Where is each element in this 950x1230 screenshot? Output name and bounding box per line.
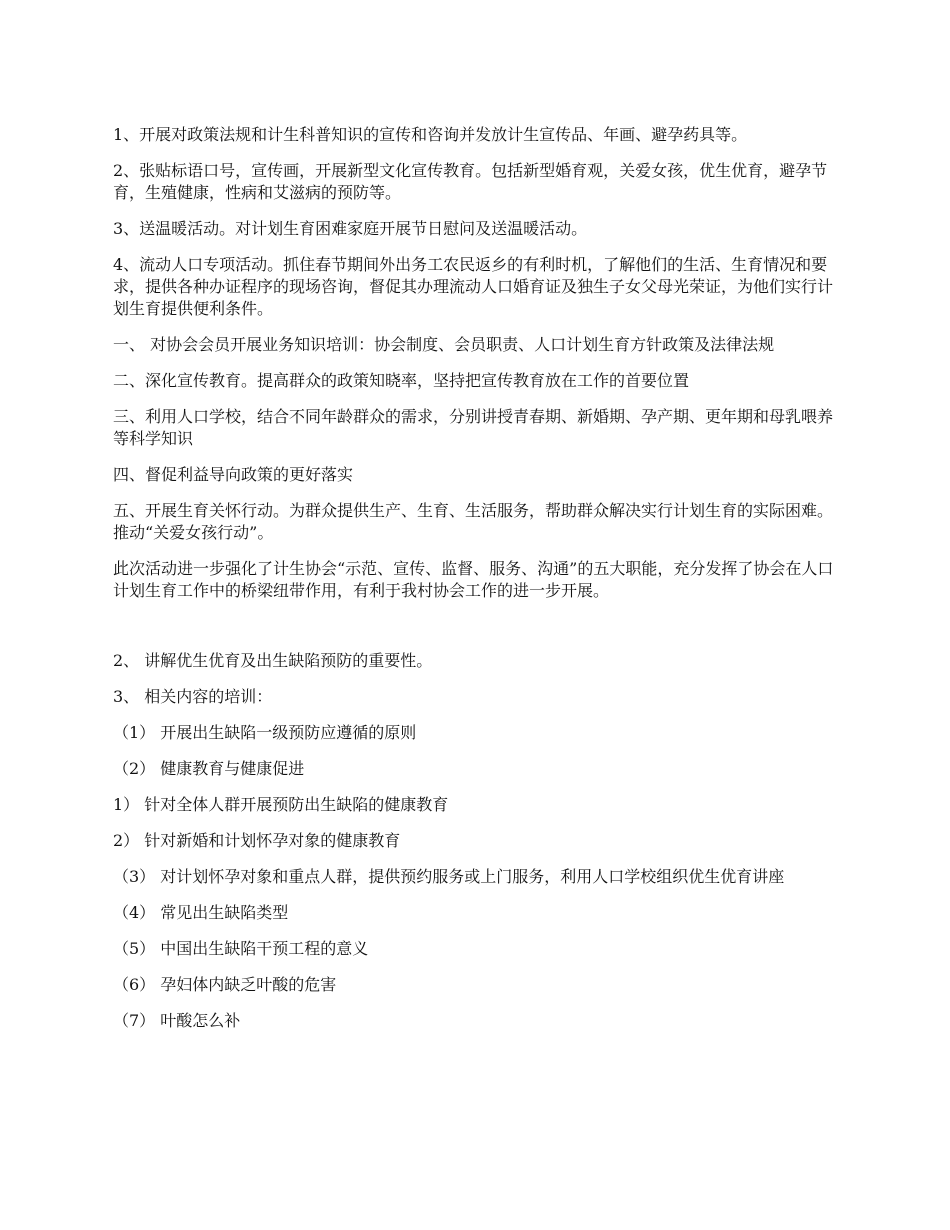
document-page: [113, 124, 843, 1046]
paragraph-8: 四、督促利益导向政策的更好落实: [113, 465, 354, 484]
list-item-8: （4） 常见出生缺陷类型: [113, 903, 289, 922]
list-item-3: （1） 开展出生缺陷一级预防应遵循的原则: [113, 723, 417, 742]
list-item-5: 1） 针对全体人群开展预防出生缺陷的健康教育: [113, 795, 449, 814]
list-item-1: 2、 讲解优生优育及出生缺陷预防的重要性。: [113, 651, 433, 670]
list-item-7: （3） 对计划怀孕对象和重点人群，提供预约服务或上门服务，利用人口学校组织优生优育讲座: [113, 867, 785, 886]
paragraph-9: 五、开展生育关怀行动。为群众提供生产、生育、生活服务，帮助群众解决实行计划生育的实际困难。推动“关爱女孩行动”。: [113, 501, 834, 542]
paragraph-6: 二、深化宣传教育。提高群众的政策知晓率，坚持把宣传教育放在工作的首要位置: [113, 371, 690, 390]
list-item-2: 3、 相关内容的培训：: [113, 687, 273, 706]
list-item-10: （6） 孕妇体内缺乏叶酸的危害: [113, 975, 337, 994]
paragraph-1: 1、开展对政策法规和计生科普知识的宣传和咨询并发放计生宣传品、年画、避孕药具等。: [113, 125, 748, 144]
list-item-11: （7） 叶酸怎么补: [113, 1011, 241, 1030]
list-item-9: （5） 中国出生缺陷干预工程的意义: [113, 939, 369, 958]
paragraph-10: 此次活动进一步强化了计生协会“示范、宣传、监督、服务、沟通”的五大职能，充分发挥了协会在人口计划生育工作中的桥梁纽带作用，有利于我村协会工作的进一步开展。: [113, 559, 834, 600]
list-item-4: （2） 健康教育与健康促进: [113, 759, 305, 778]
paragraph-2: 2、张贴标语口号，宣传画，开展新型文化宣传教育。包括新型婚育观，关爱女孩，优生优育，避孕节育，生殖健康，性病和艾滋病的预防等。: [113, 161, 828, 202]
section-gap: [113, 616, 843, 650]
list-item-6: 2） 针对新婚和计划怀孕对象的健康教育: [113, 831, 401, 850]
paragraph-5: 一、 对协会会员开展业务知识培训：协会制度、会员职责、人口计划生育方针政策及法律法规: [113, 335, 775, 354]
paragraph-4: 4、流动人口专项活动。抓住春节期间外出务工农民返乡的有利时机，了解他们的生活、生育情况和要求，提供各种办证程序的现场咨询，督促其办理流动人口婚育证及独生子女父母光荣证，为他们实行计划生育提供便利条件。: [113, 255, 834, 318]
paragraph-7: 三、利用人口学校，结合不同年龄群众的需求，分别讲授青春期、新婚期、孕产期、更年期和母乳喂养等科学知识: [113, 407, 834, 448]
paragraph-3: 3、送温暖活动。对计划生育困难家庭开展节日慰问及送温暖活动。: [113, 219, 588, 238]
